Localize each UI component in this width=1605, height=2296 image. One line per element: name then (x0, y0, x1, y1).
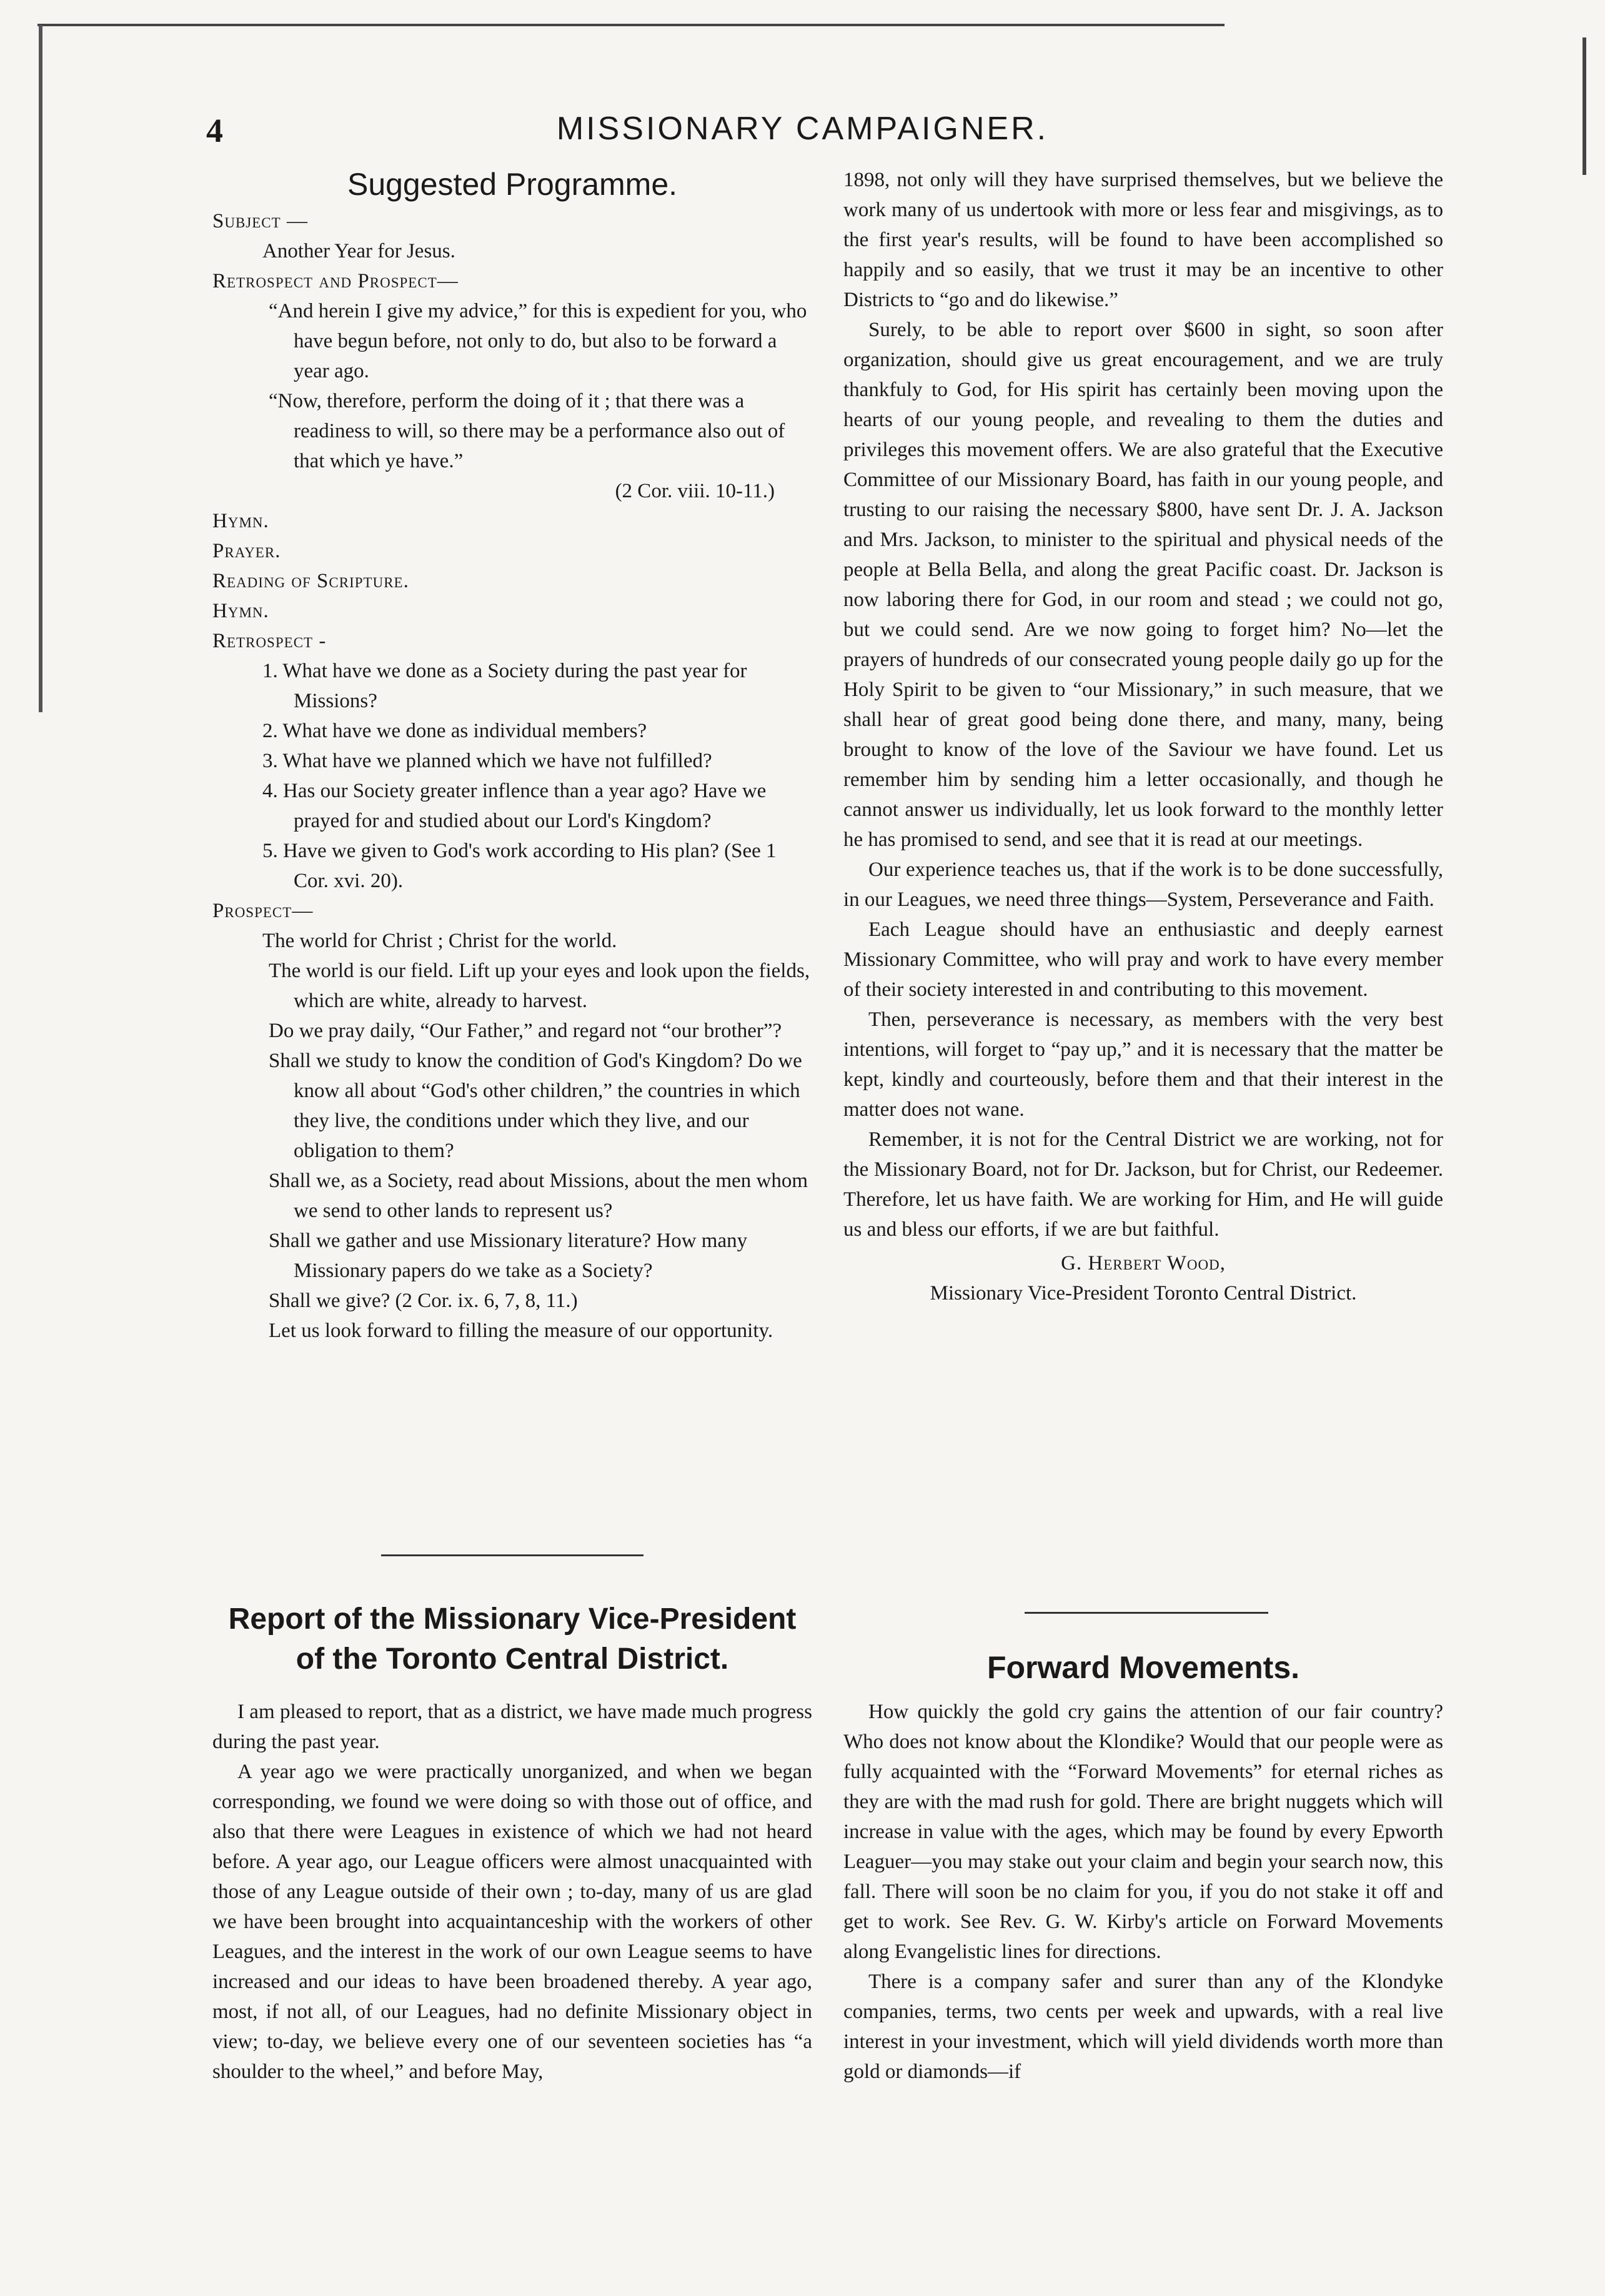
report-continuation (843, 165, 1443, 1308)
report-body (212, 1697, 812, 2087)
programme-line: 3. What have we planned which we have not fulfilled? (262, 750, 712, 772)
forward-paragraph-1: How quickly the gold cry gains the attention of our fair country? Who does not know about the Klondike? Would that our people were as fully acquainted with the “Forward Movements” for eternal riches as they are with the mad rush for gold. There are bright nuggets which will increase in value with the ages, which may be found by every Epworth Leaguer—you may stake out your claim and begin your search now, this fall. There will soon be no claim for you, if you do not stake it off and get to work. See Rev. G. W. Kirby's article on Forward Movements along Evangelistic lines for directions. (843, 1701, 1443, 1963)
programme-line: Retrospect - (212, 630, 327, 652)
programme-line: Another Year for Jesus. (262, 240, 455, 262)
signature-name: G. Herbert Wood, (1061, 1252, 1226, 1275)
programme-line: Let us look forward to filling the measure of our opportunity. (269, 1319, 773, 1342)
programme-line: Subject — (212, 210, 308, 232)
programme-line: “And herein I give my advice,” for this is expedient for you, who have begun before, not only to do, but also to be forward a year ago. (269, 300, 807, 382)
programme-line: Shall we give? (2 Cor. ix. 6, 7, 8, 11.) (269, 1290, 578, 1312)
report-cont-paragraph-4: Each League should have an enthusiastic and deeply earnest Missionary Committee, who will pray and work to have every member of their society interested in and contributing to this movement. (843, 918, 1443, 1001)
programme-line: Shall we gather and use Missionary literature? How many Missionary papers do we take as a Society? (269, 1230, 748, 1282)
section-divider-right (1025, 1612, 1268, 1614)
section-divider-left (381, 1554, 643, 1556)
programme-line: 1. What have we done as a Society during the past year for Missions? (262, 660, 747, 712)
report-paragraph-1: I am pleased to report, that as a district, we have made much progress during the past year. (212, 1701, 812, 1753)
forward-paragraph-2: There is a company safer and surer than any of the Klondyke companies, terms, two cents per week and upwards, with a real live interest in your investment, which will yield dividends worth more than gold or diamonds—if (843, 1970, 1443, 2083)
programme-line: Shall we study to know the condition of God's Kingdom? Do we know all about “God's other children,” the countries in which they live, the conditions under which they live, and our obligation to them? (269, 1050, 802, 1162)
programme-line: Prospect— (212, 900, 314, 922)
report-cont-paragraph-1: 1898, not only will they have surprised themselves, but we believe the work many of us undertook with more or less fear and misgivings, as to the first year's results, will be found to have been accomplished so happily and so easily, that we trust it may be an incentive to other Districts to “go and do likewise.” (843, 169, 1443, 311)
programme-line: Do we pray daily, “Our Father,” and regard not “our brother”? (269, 1020, 782, 1042)
forward-movements-title: Forward Movements. (986, 1650, 1300, 1685)
programme-title: Suggested Programme. (347, 167, 678, 202)
page-right-edge-mark (1583, 37, 1586, 175)
programme-line: Prayer. (212, 540, 281, 562)
programme-line: 4. Has our Society greater inflence than a year ago? Have we prayed for and studied about our Lord's Kingdom? (262, 780, 767, 832)
page-number: 4 (206, 112, 223, 149)
report-cont-paragraph-2: Surely, to be able to report over $600 in sight, so soon after organization, should give us great encouragement, and we are truly thankfuly to God, for His spirit has certainly been moving upon the hearts of our young people, and revealing to them the duties and privileges this movement offers. We are also grateful that the Executive Committee of our Missionary Board, has faith in our young people, and trusting to our raising the necessary $800, have sent Dr. J. A. Jackson and Mrs. Jackson, to minister to the spiritual and physical needs of the people at Bella Bella, and along the great Pacific coast. Dr. Jackson is now laboring there for God, in our room and stead ; we could not go, but we could send. Are we now going to forget him? No—let the prayers of hundreds of our consecrated young people daily go up for the Holy Spirit to be given to “our Missionary,” in such measure, that we shall hear of great good being done there, and many, many, being brought to know of the love of the Saviour we have found. Let us remember him by sending him a letter occasionally, and though he cannot answer us individually, let us look forward to the monthly letter he has promised to send, and see that it is read at our meetings. (843, 319, 1443, 851)
programme-line: (2 Cor. viii. 10-11.) (615, 480, 775, 502)
programme-line: Reading of Scripture. (212, 570, 409, 592)
report-cont-paragraph-6: Remember, it is not for the Central District we are working, not for the Missionary Board, not for Dr. Jackson, but for Christ, our Redeemer. Therefore, let us have faith. We are working for Him, and He will guide us and bless our efforts, if we are but faithful. (843, 1128, 1443, 1241)
programme-line: 5. Have we given to God's work according to His plan? (See 1 Cor. xvi. 20). (262, 840, 777, 892)
programme-line: “Now, therefore, perform the doing of it ; that there was a readiness to will, so there may be a performance also out of that which ye have.” (269, 390, 785, 472)
programme-line: Shall we, as a Society, read about Missions, about the men whom we send to other lands to represent us? (269, 1170, 808, 1222)
report-cont-paragraph-5: Then, perseverance is necessary, as members with the very best intentions, will forget to “pay up,” and it is necessary that the matter be kept, kindly and courteously, before them and that their interest in the matter does not wane. (843, 1008, 1443, 1121)
report-title: Report of the Missionary Vice-President of the Toronto Central District. (228, 1603, 797, 1676)
running-head-title: MISSIONARY CAMPAIGNER. (556, 111, 1049, 147)
report-cont-paragraph-3: Our experience teaches us, that if the work is to be done successfully, in our Leagues, we need three things—System, Perseverance and Faith. (843, 858, 1443, 911)
programme-line: Hymn. (212, 510, 269, 532)
page-top-border (37, 24, 1225, 26)
programme-line: The world is our field. Lift up your eyes and look upon the fields, which are white, already to harvest. (269, 960, 810, 1012)
programme-body (212, 206, 812, 1346)
programme-line: The world for Christ ; Christ for the world. (262, 930, 617, 952)
programme-line: Retrospect and Prospect— (212, 270, 459, 292)
signature-title: Missionary Vice-President Toronto Central District. (930, 1282, 1357, 1305)
programme-line: 2. What have we done as individual members? (262, 720, 647, 742)
programme-line: Hymn. (212, 600, 269, 622)
programme-lines (212, 206, 812, 1346)
forward-movements-body (843, 1697, 1443, 2087)
report-paragraph-2: A year ago we were practically unorganized, and when we began corresponding, we found we were doing so with those out of office, and also that there were Leagues in existence of which we had not heard before. A year ago, our League officers were almost unacquainted with those of any League outside of their own ; to-day, many of us are glad we have been brought into acquaintanceship with the workers of other Leagues, and the interest in the work of our own League seems to have increased and our ideas to have been broadened thereby. A year ago, most, if not all, of our Leagues, had no definite Missionary object in view; to-day, we believe every one of our seventeen societies has “a shoulder to the wheel,” and before May, (212, 1761, 812, 2083)
